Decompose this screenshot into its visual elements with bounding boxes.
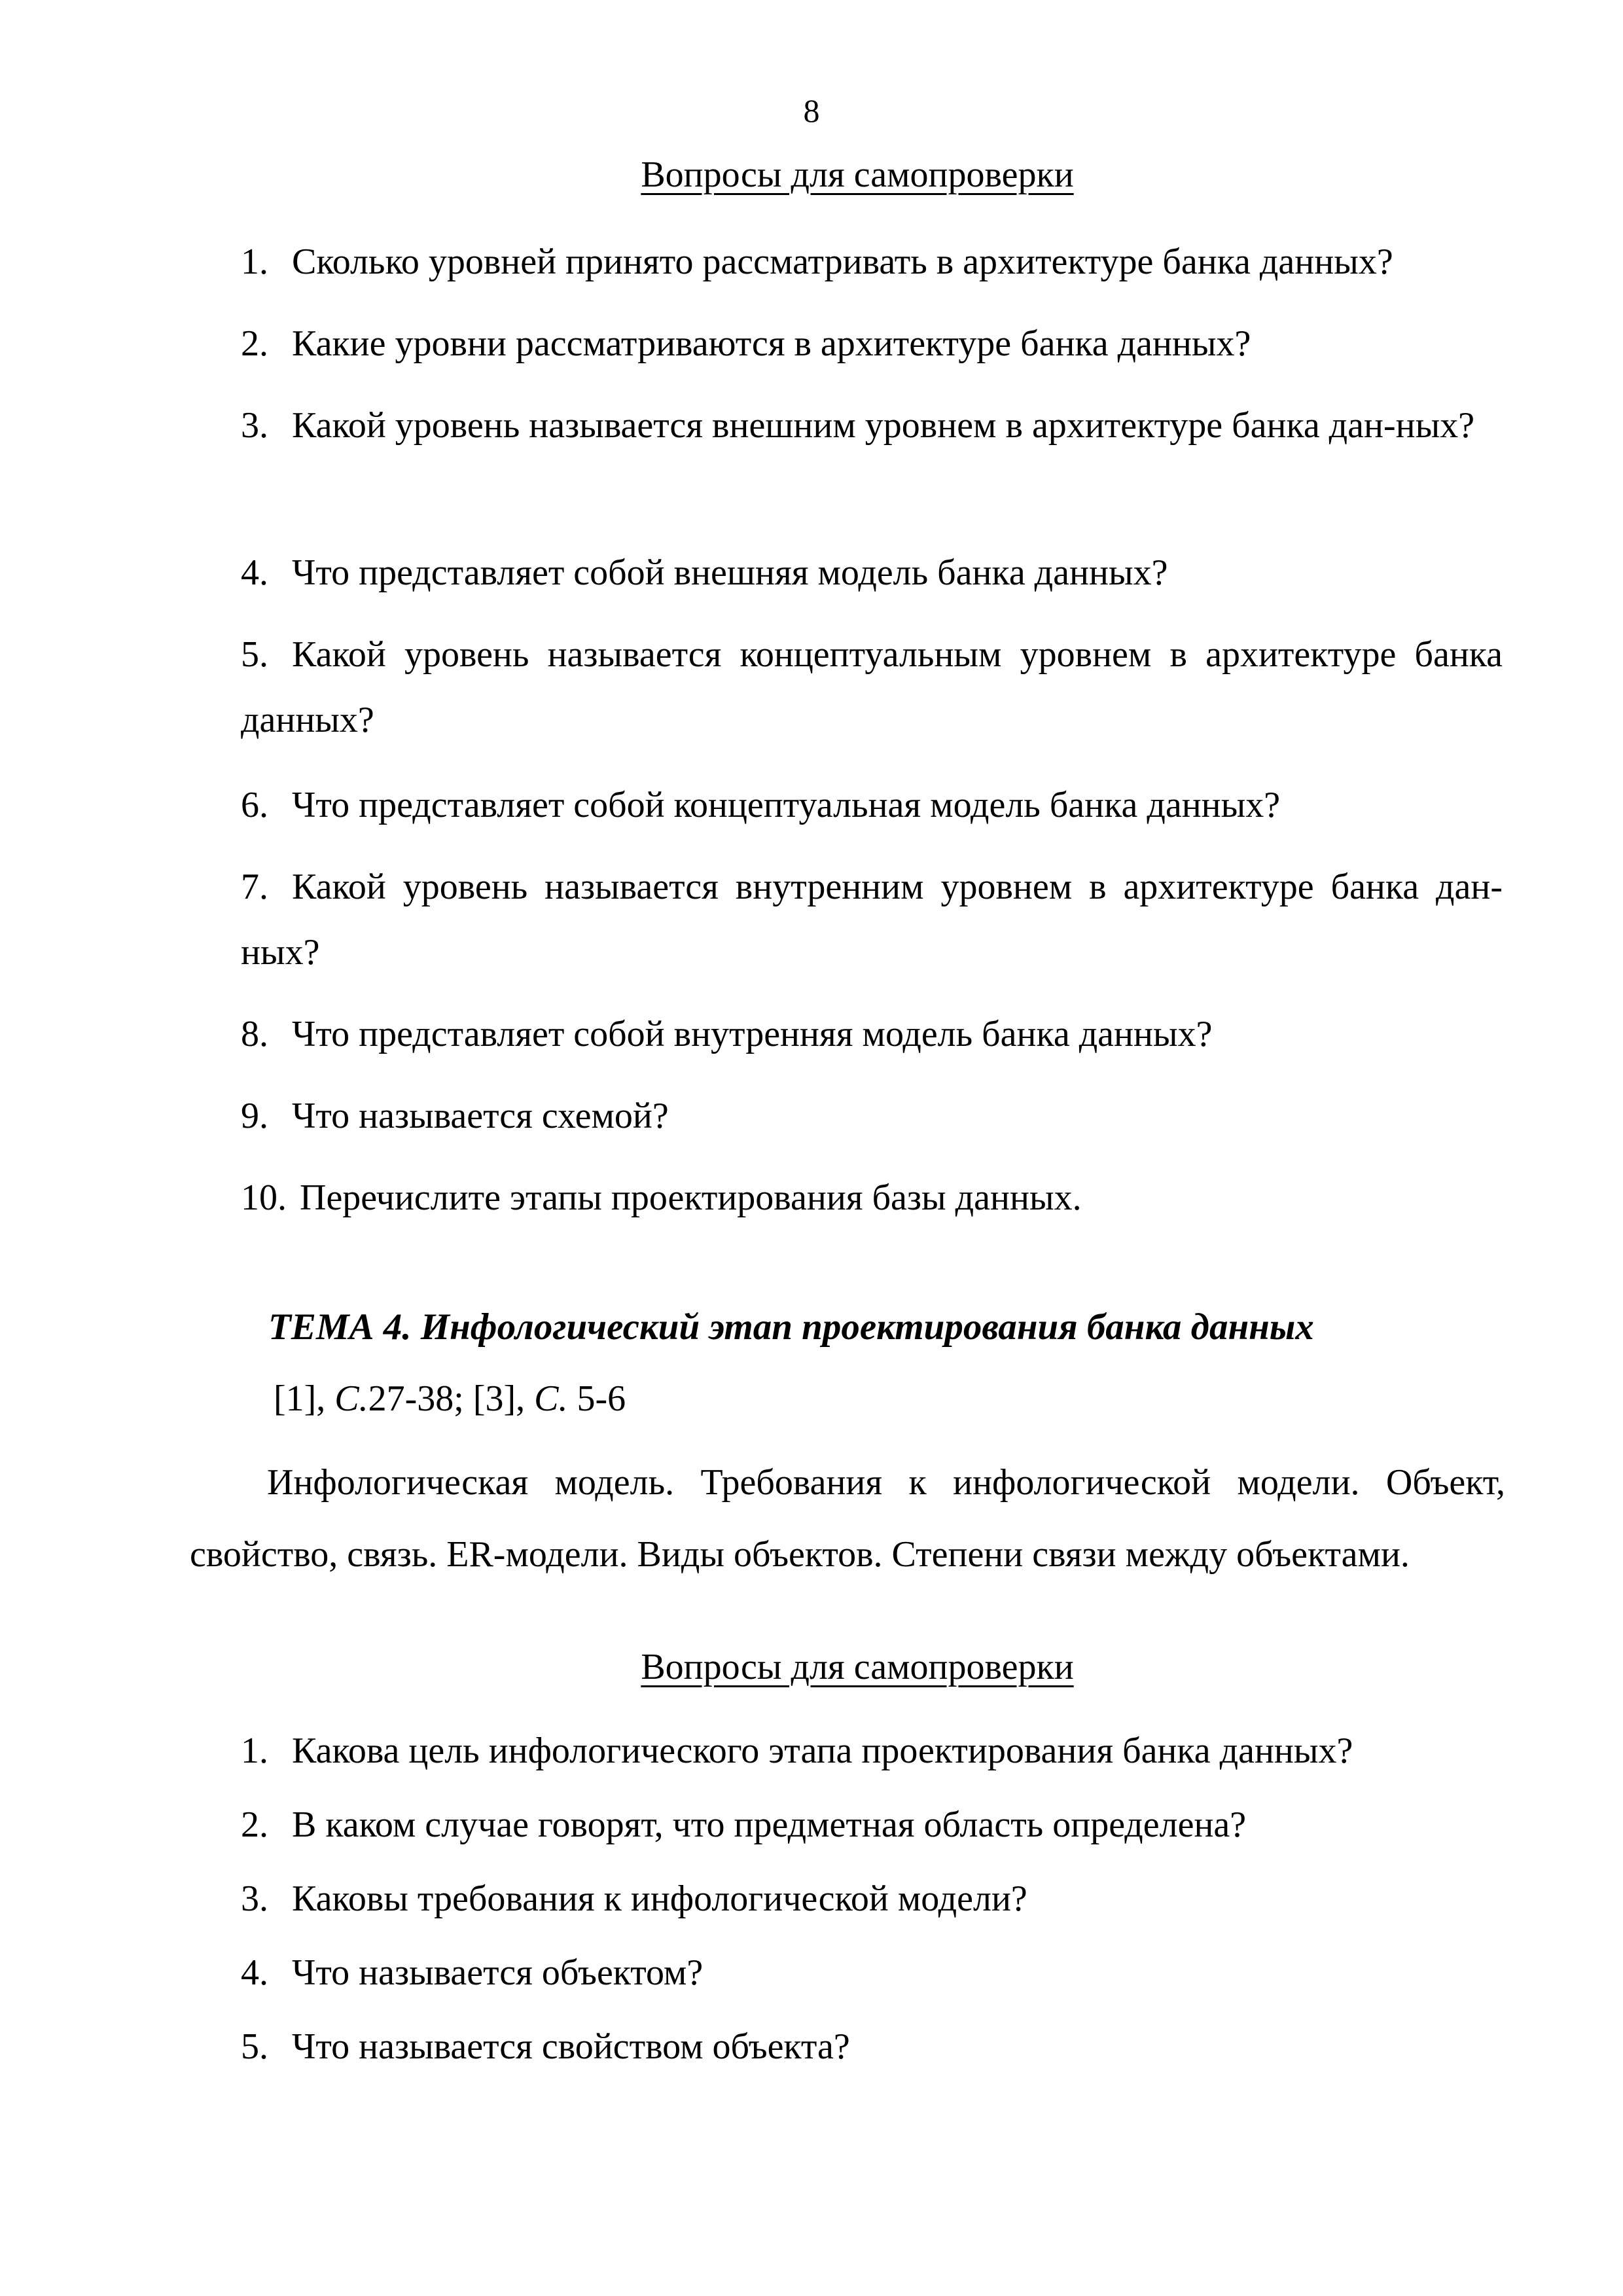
question-number: 3. <box>241 405 268 446</box>
question-item <box>241 393 1503 458</box>
question-text: Что называется объектом? <box>292 1952 704 1993</box>
question-item <box>241 1001 1503 1067</box>
question-number: 4. <box>241 552 268 593</box>
question-item <box>241 229 1503 295</box>
question-number: 3. <box>241 1878 268 1919</box>
question-number: 4. <box>241 1952 268 1993</box>
refs-page-label: С. <box>534 1378 568 1419</box>
topic-heading: ТЕМА 4. Инфологический этап проектирования банка данных <box>268 1306 1314 1348</box>
question-number: 1. <box>241 1731 268 1771</box>
section-title-text: Вопросы для самопроверки <box>641 154 1074 195</box>
topic-references <box>274 1378 626 1420</box>
question-number: 2. <box>241 1804 268 1845</box>
question-item <box>241 1083 1503 1149</box>
question-text: Какой уровень называется внешним уровнем в архитектуре банка дан-ных? <box>292 405 1475 446</box>
page-number: 8 <box>803 92 820 129</box>
question-number: 5. <box>241 2026 268 2067</box>
question-item <box>241 1165 1503 1230</box>
section-title-text: Вопросы для самопроверки <box>641 1647 1074 1687</box>
question-item <box>241 311 1503 376</box>
question-item <box>241 2014 1503 2079</box>
question-text: Какие уровни рассматриваются в архитектуре банка данных? <box>292 323 1251 364</box>
refs-part: [1], <box>274 1378 335 1419</box>
question-item <box>241 1718 1503 1784</box>
question-number: 8. <box>241 1014 268 1054</box>
question-item <box>241 1940 1503 2005</box>
question-text: Что называется схемой? <box>292 1096 669 1136</box>
question-number: 1. <box>241 242 268 282</box>
refs-part: 5-6 <box>567 1378 626 1419</box>
question-text: Что представляет собой внешняя модель банка данных? <box>292 552 1168 593</box>
question-number: 7. <box>241 867 268 907</box>
question-number: 6. <box>241 785 268 825</box>
question-text: В каком случае говорят, что предметная область определена? <box>292 1804 1247 1845</box>
question-text: Каковы требования к инфологической модели? <box>292 1878 1027 1919</box>
section-title <box>0 1646 1623 1688</box>
section-title <box>0 154 1623 196</box>
question-text: Какой уровень называется концептуальным уровнем в архитектуре банка данных? <box>241 634 1503 740</box>
question-text: Что представляет собой концептуальная модель банка данных? <box>292 785 1281 825</box>
refs-part: 27-38; [3], <box>368 1378 535 1419</box>
question-text: Что представляет собой внутренняя модель банка данных? <box>292 1014 1213 1054</box>
question-item <box>241 1792 1503 1857</box>
question-item <box>241 622 1503 753</box>
question-number: 5. <box>241 634 268 675</box>
topic-description: Инфологическая модель. Требования к инфологической модели. Объект, свойство, связь. ER-модели. Виды объектов. Степени связи между объектами. <box>190 1462 1505 1575</box>
question-text: Какой уровень называется внутренним уровнем в архитектуре банка дан-ных? <box>241 867 1503 973</box>
question-number: 9. <box>241 1096 268 1136</box>
question-item <box>241 540 1503 605</box>
question-text: Сколько уровней принято рассматривать в архитектуре банка данных? <box>292 242 1393 282</box>
question-item <box>241 1866 1503 1931</box>
question-text: Что называется свойством объекта? <box>292 2026 850 2067</box>
question-text: Перечислите этапы проектирования базы данных. <box>300 1177 1082 1218</box>
question-item <box>241 772 1503 838</box>
question-number: 2. <box>241 323 268 364</box>
question-number: 10. <box>241 1177 287 1218</box>
refs-page-label: С. <box>334 1378 368 1419</box>
question-item <box>241 854 1503 985</box>
question-text: Какова цель инфологического этапа проектирования банка данных? <box>292 1731 1353 1771</box>
